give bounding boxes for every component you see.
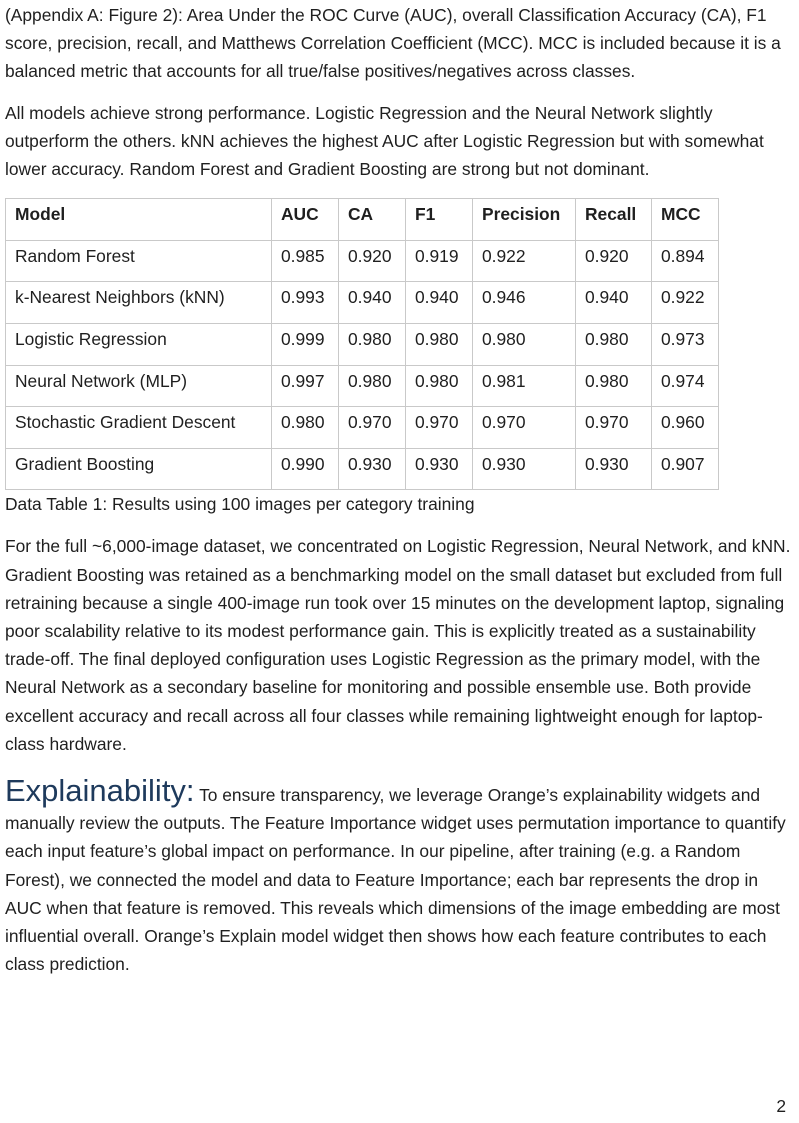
cell-auc: 0.993 [272,282,339,324]
cell-model: Stochastic Gradient Descent [6,407,272,449]
cell-f1: 0.919 [406,240,473,282]
table-row [6,448,719,490]
cell-mcc: 0.973 [652,324,719,366]
cell-recall: 0.970 [576,407,652,449]
cell-auc: 0.980 [272,407,339,449]
cell-mcc: 0.922 [652,282,719,324]
header-auc: AUC [272,199,339,241]
cell-f1: 0.930 [406,448,473,490]
table-row [6,324,719,366]
cell-recall: 0.940 [576,282,652,324]
cell-mcc: 0.907 [652,448,719,490]
cell-f1: 0.970 [406,407,473,449]
cell-precision: 0.981 [473,365,576,407]
cell-auc: 0.985 [272,240,339,282]
cell-auc: 0.999 [272,324,339,366]
cell-model: Random Forest [6,240,272,282]
table-caption: Data Table 1: Results using 100 images per category training [5,494,475,515]
cell-mcc: 0.974 [652,365,719,407]
cell-ca: 0.940 [339,282,406,324]
cell-f1: 0.980 [406,365,473,407]
cell-recall: 0.920 [576,240,652,282]
cell-ca: 0.970 [339,407,406,449]
cell-recall: 0.980 [576,365,652,407]
header-ca: CA [339,199,406,241]
table-row [6,240,719,282]
cell-precision: 0.980 [473,324,576,366]
header-f1: F1 [406,199,473,241]
cell-mcc: 0.894 [652,240,719,282]
cell-recall: 0.930 [576,448,652,490]
results-table [5,198,719,490]
explainability-paragraph [5,773,795,978]
cell-precision: 0.946 [473,282,576,324]
cell-f1: 0.940 [406,282,473,324]
cell-model: Logistic Regression [6,324,272,366]
cell-f1: 0.980 [406,324,473,366]
header-precision: Precision [473,199,576,241]
header-model: Model [6,199,272,241]
cell-model: k-Nearest Neighbors (kNN) [6,282,272,324]
page-number: 2 [776,1096,786,1116]
cell-precision: 0.930 [473,448,576,490]
table-row [6,365,719,407]
table-row [6,282,719,324]
header-recall: Recall [576,199,652,241]
cell-model: Gradient Boosting [6,448,272,490]
cell-ca: 0.930 [339,448,406,490]
cell-auc: 0.990 [272,448,339,490]
header-mcc: MCC [652,199,719,241]
explainability-text: To ensure transparency, we leverage Orange’s explainability widgets and manually review the outputs. The Feature Importance widget uses permutation importance to quantify each input feature’s global impact on performance. In our pipeline, after training (e.g. a Random Forest), we connected the model and data to Feature Importance; each bar represents the drop in AUC when that feature is removed. This reveals which dimensions of the image embedding are most influential overall. Orange’s Explain model widget then shows how each feature contributes to each class prediction. [5,785,786,975]
cell-mcc: 0.960 [652,407,719,449]
cell-ca: 0.980 [339,324,406,366]
cell-recall: 0.980 [576,324,652,366]
table-header-row [6,199,719,241]
cell-ca: 0.980 [339,365,406,407]
cell-precision: 0.922 [473,240,576,282]
cell-ca: 0.920 [339,240,406,282]
document-page [5,0,795,978]
cell-precision: 0.970 [473,407,576,449]
cell-model: Neural Network (MLP) [6,365,272,407]
summary-paragraph: All models achieve strong performance. Logistic Regression and the Neural Network slightly outperform the others. kNN achieves the highest AUC after Logistic Regression but with somewhat lower accuracy. Random Forest and Gradient Boosting are strong but not dominant. [5,102,764,180]
intro-paragraph: (Appendix A: Figure 2): Area Under the ROC Curve (AUC), overall Classification Accuracy (CA), F1 score, precision, recall, and Matthews Correlation Coefficient (MCC). MCC is included because it is a balanced metric that accounts for all true/false positives/negatives across classes. [5,5,781,82]
explainability-heading: Explainability: [5,773,195,808]
table-row [6,407,719,449]
cell-auc: 0.997 [272,365,339,407]
full-dataset-paragraph: For the full ~6,000-image dataset, we concentrated on Logistic Regression, Neural Network, and kNN. Gradient Boosting was retained as a benchmarking model on the small dataset but excluded from full retraining because a single 400-image run took over 15 minutes on the development laptop, signaling poor scalability relative to its modest performance gain. This is explicitly treated as a sustainability trade-off. The final deployed configuration uses Logistic Regression as the primary model, with the Neural Network as a secondary baseline for monitoring and possible ensemble use. Both provide excellent accuracy and recall across all four classes while remaining lightweight enough for laptop-class hardware. [5,536,791,754]
